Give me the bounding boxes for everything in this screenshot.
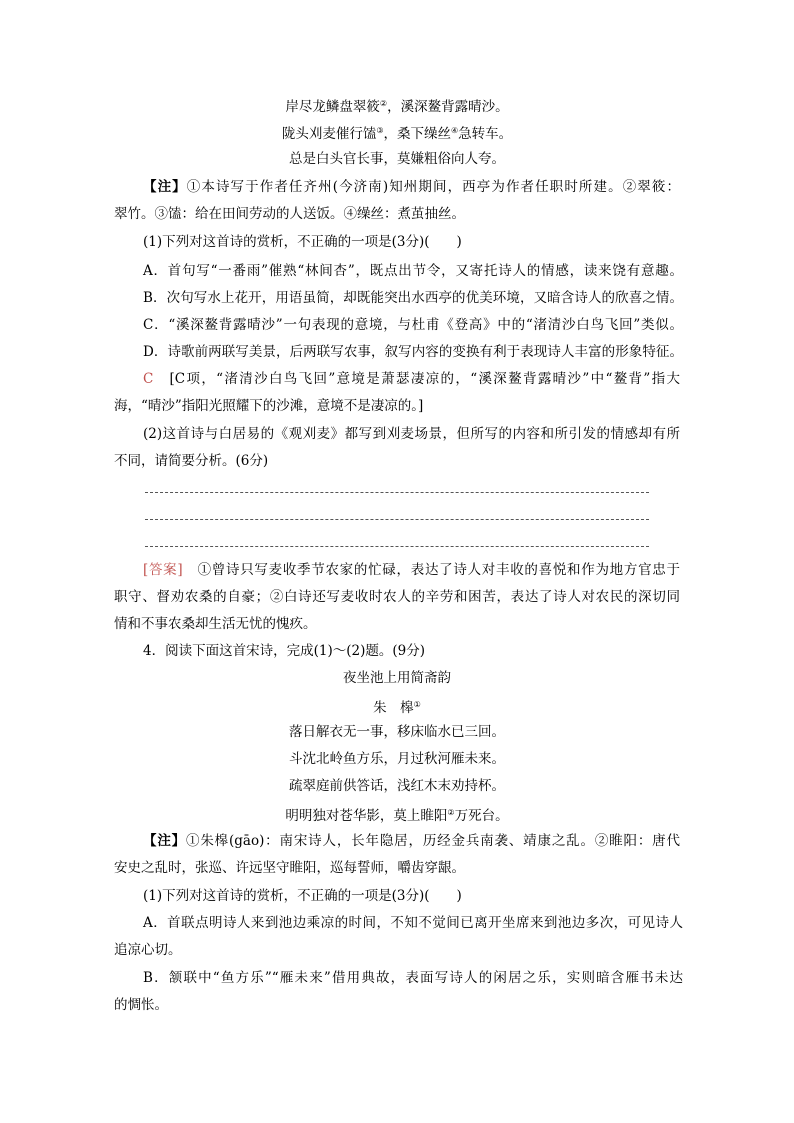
q1-option-d: D．诗歌前两联写美景，后两联写农事，叙写内容的变换有利于表现诗人丰富的形象特征。 — [143, 344, 683, 360]
q2-stem-line1: (2)这首诗与白居易的《观刈麦》都写到刈麦场景，但所写的内容和所引发的情感却有所 — [143, 426, 680, 442]
note-label: 【注】 — [143, 179, 187, 195]
poem2-author: 朱 槔① — [373, 700, 421, 716]
note2-line2: 安史之乱时，张巡、许远坚守睢阳，巡每誓师，嚼齿穿龈。 — [114, 860, 465, 876]
answer-letter: C — [143, 371, 154, 387]
poem1-line3: 总是白头官长事，莫嫌粗俗向人夸。 — [289, 151, 505, 167]
q4-option-b-line2: 的惆怅。 — [114, 997, 168, 1013]
q1-option-b: B．次句写水上花开，用语虽简，却既能突出水西亭的优美环境，又暗含诗人的欣喜之情。 — [143, 290, 683, 306]
footnote-marker: ② — [379, 99, 388, 108]
note1-line1: 【注】①本诗写于作者任齐州(今济南)知州期间，西亭为作者任职时所建。②翠筱： — [143, 179, 680, 195]
footnote-marker: ① — [413, 700, 421, 709]
q1-option-a: A．首句写“一番雨”催熟“林间杏”，既点出节令，又寄托诗人的情感，读来饶有意趣。 — [143, 263, 683, 279]
footnote-marker: ② — [447, 808, 455, 817]
q4-stem: 4．阅读下面这首宋诗，完成(1)～(2)题。(9分) — [143, 643, 425, 659]
note1-line2: 翠竹。③馌：给在田间劳动的人送饭。④缲丝：煮茧抽丝。 — [114, 206, 465, 222]
q1-option-c: C．“溪深鳌背露晴沙”一句表现的意境，与杜甫《登高》中的“渚清沙白鸟飞回”类似。 — [143, 317, 683, 333]
poem2-line1: 落日解衣无一事，移床临水已三回。 — [289, 724, 505, 740]
poem2-line3: 疏翠庭前供答话，浅红木末劝持杯。 — [289, 778, 505, 794]
q4-sub1-stem: (1)下列对这首诗的赏析，不正确的一项是(3分)( ) — [143, 888, 462, 904]
answer-blank-line — [145, 492, 649, 493]
q4-option-b-line1: B．颔联中“鱼方乐”“雁未来”借用典故，表面写诗人的闲居之乐，实则暗含雁书未达 — [143, 970, 683, 986]
poem2-title: 夜坐池上用简斋韵 — [343, 670, 451, 686]
poem2-line2: 斗沈北岭鱼方乐，月过秋河雁未来。 — [289, 751, 505, 767]
q2-answer-line3: 情和不事农桑却生活无忧的愧疚。 — [114, 616, 317, 632]
q2-stem-line2: 不同，请简要分析。(6分) — [114, 453, 269, 469]
answer-label: [答案] — [143, 562, 183, 578]
footnote-marker: ③ — [376, 126, 384, 135]
q1-analysis-line2: 海，“晴沙”指阳光照耀下的沙滩，意境不是凄凉的。] — [114, 398, 424, 414]
q1-stem: (1)下列对这首诗的赏析，不正确的一项是(3分)( ) — [143, 234, 462, 250]
q4-option-a-line1: A．首联点明诗人来到池边乘凉的时间，不知不觉间已离开坐席来到池边多次，可见诗人 — [143, 915, 683, 931]
answer-blank-line — [145, 519, 649, 520]
poem2-line4: 明明独对苍华影，莫上睢阳②万死台。 — [285, 808, 509, 824]
note-label: 【注】 — [143, 833, 186, 849]
footnote-marker: ④ — [451, 126, 459, 135]
q2-answer-line1: [答案] ①曾诗只写麦收季节农家的忙碌，表达了诗人对丰收的喜悦和作为地方官忠于 — [143, 562, 680, 578]
q1-analysis-line1: C [C项，“渚清沙白鸟飞回”意境是萧瑟凄凉的，“溪深鳌背露晴沙”中“鳌背”指大 — [143, 371, 680, 387]
q2-answer-line2: 职守、督劝农桑的自豪；②白诗还写麦收时农人的辛劳和困苦，表达了诗人对农民的深切同 — [114, 589, 680, 605]
poem1-line2: 陇头刈麦催行馌③，桑下缲丝④急转车。 — [281, 126, 513, 142]
poem1-line1: 岸尽龙鳞盘翠筱②，溪深鳌背露晴沙。 — [285, 99, 509, 115]
note2-line1: 【注】①朱槔(gāo)：南宋诗人，长年隐居，历经金兵南袭、靖康之乱。②睢阳：唐代 — [143, 833, 680, 849]
q4-option-a-line2: 追凉心切。 — [114, 942, 182, 958]
answer-blank-line — [145, 546, 649, 547]
